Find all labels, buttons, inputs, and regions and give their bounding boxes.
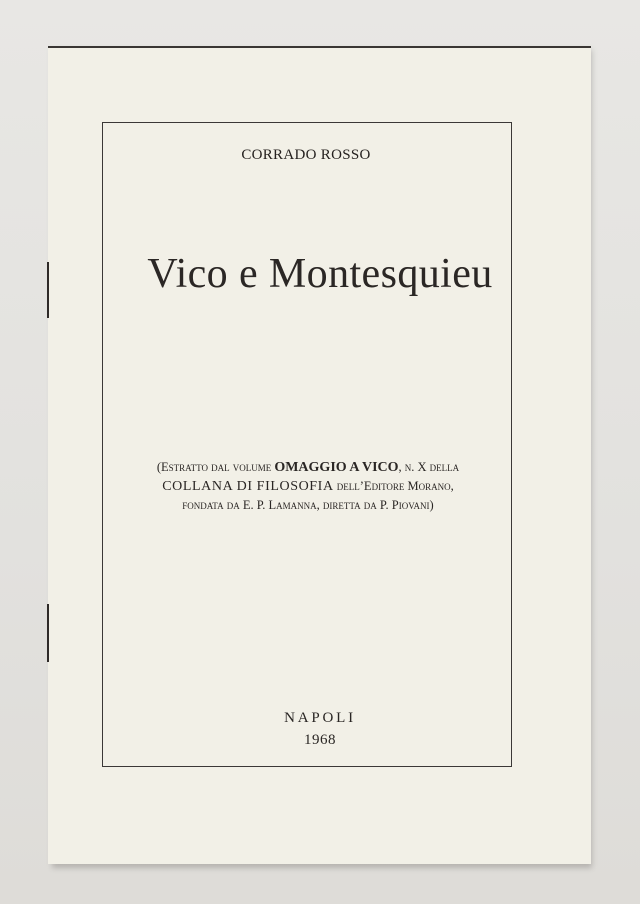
author-name: CORRADO ROSSO (241, 147, 371, 163)
note-line-1-a: (Estratto dal volume (156, 460, 275, 474)
note-line-3: fondata da E. P. Lamanna, diretta da P. Piovani) (182, 498, 434, 512)
note-line-1-c: , n. X della (398, 460, 460, 474)
note-line-1 (118, 458, 498, 477)
publication-note (118, 458, 498, 514)
note-series-title: COLLANA DI FILOSOFIA (162, 479, 334, 494)
publication-year: 1968 (304, 732, 336, 748)
note-line-2-b: dell’Editore Morano, (333, 479, 454, 493)
staple-bottom (47, 604, 49, 662)
publication-city: NAPOLI (284, 710, 356, 726)
note-line-2 (118, 477, 498, 496)
book-title: Vico e Montesquieu (147, 251, 493, 297)
cover-frame (102, 122, 512, 767)
note-volume-title: OMAGGIO A VICO (274, 460, 399, 475)
